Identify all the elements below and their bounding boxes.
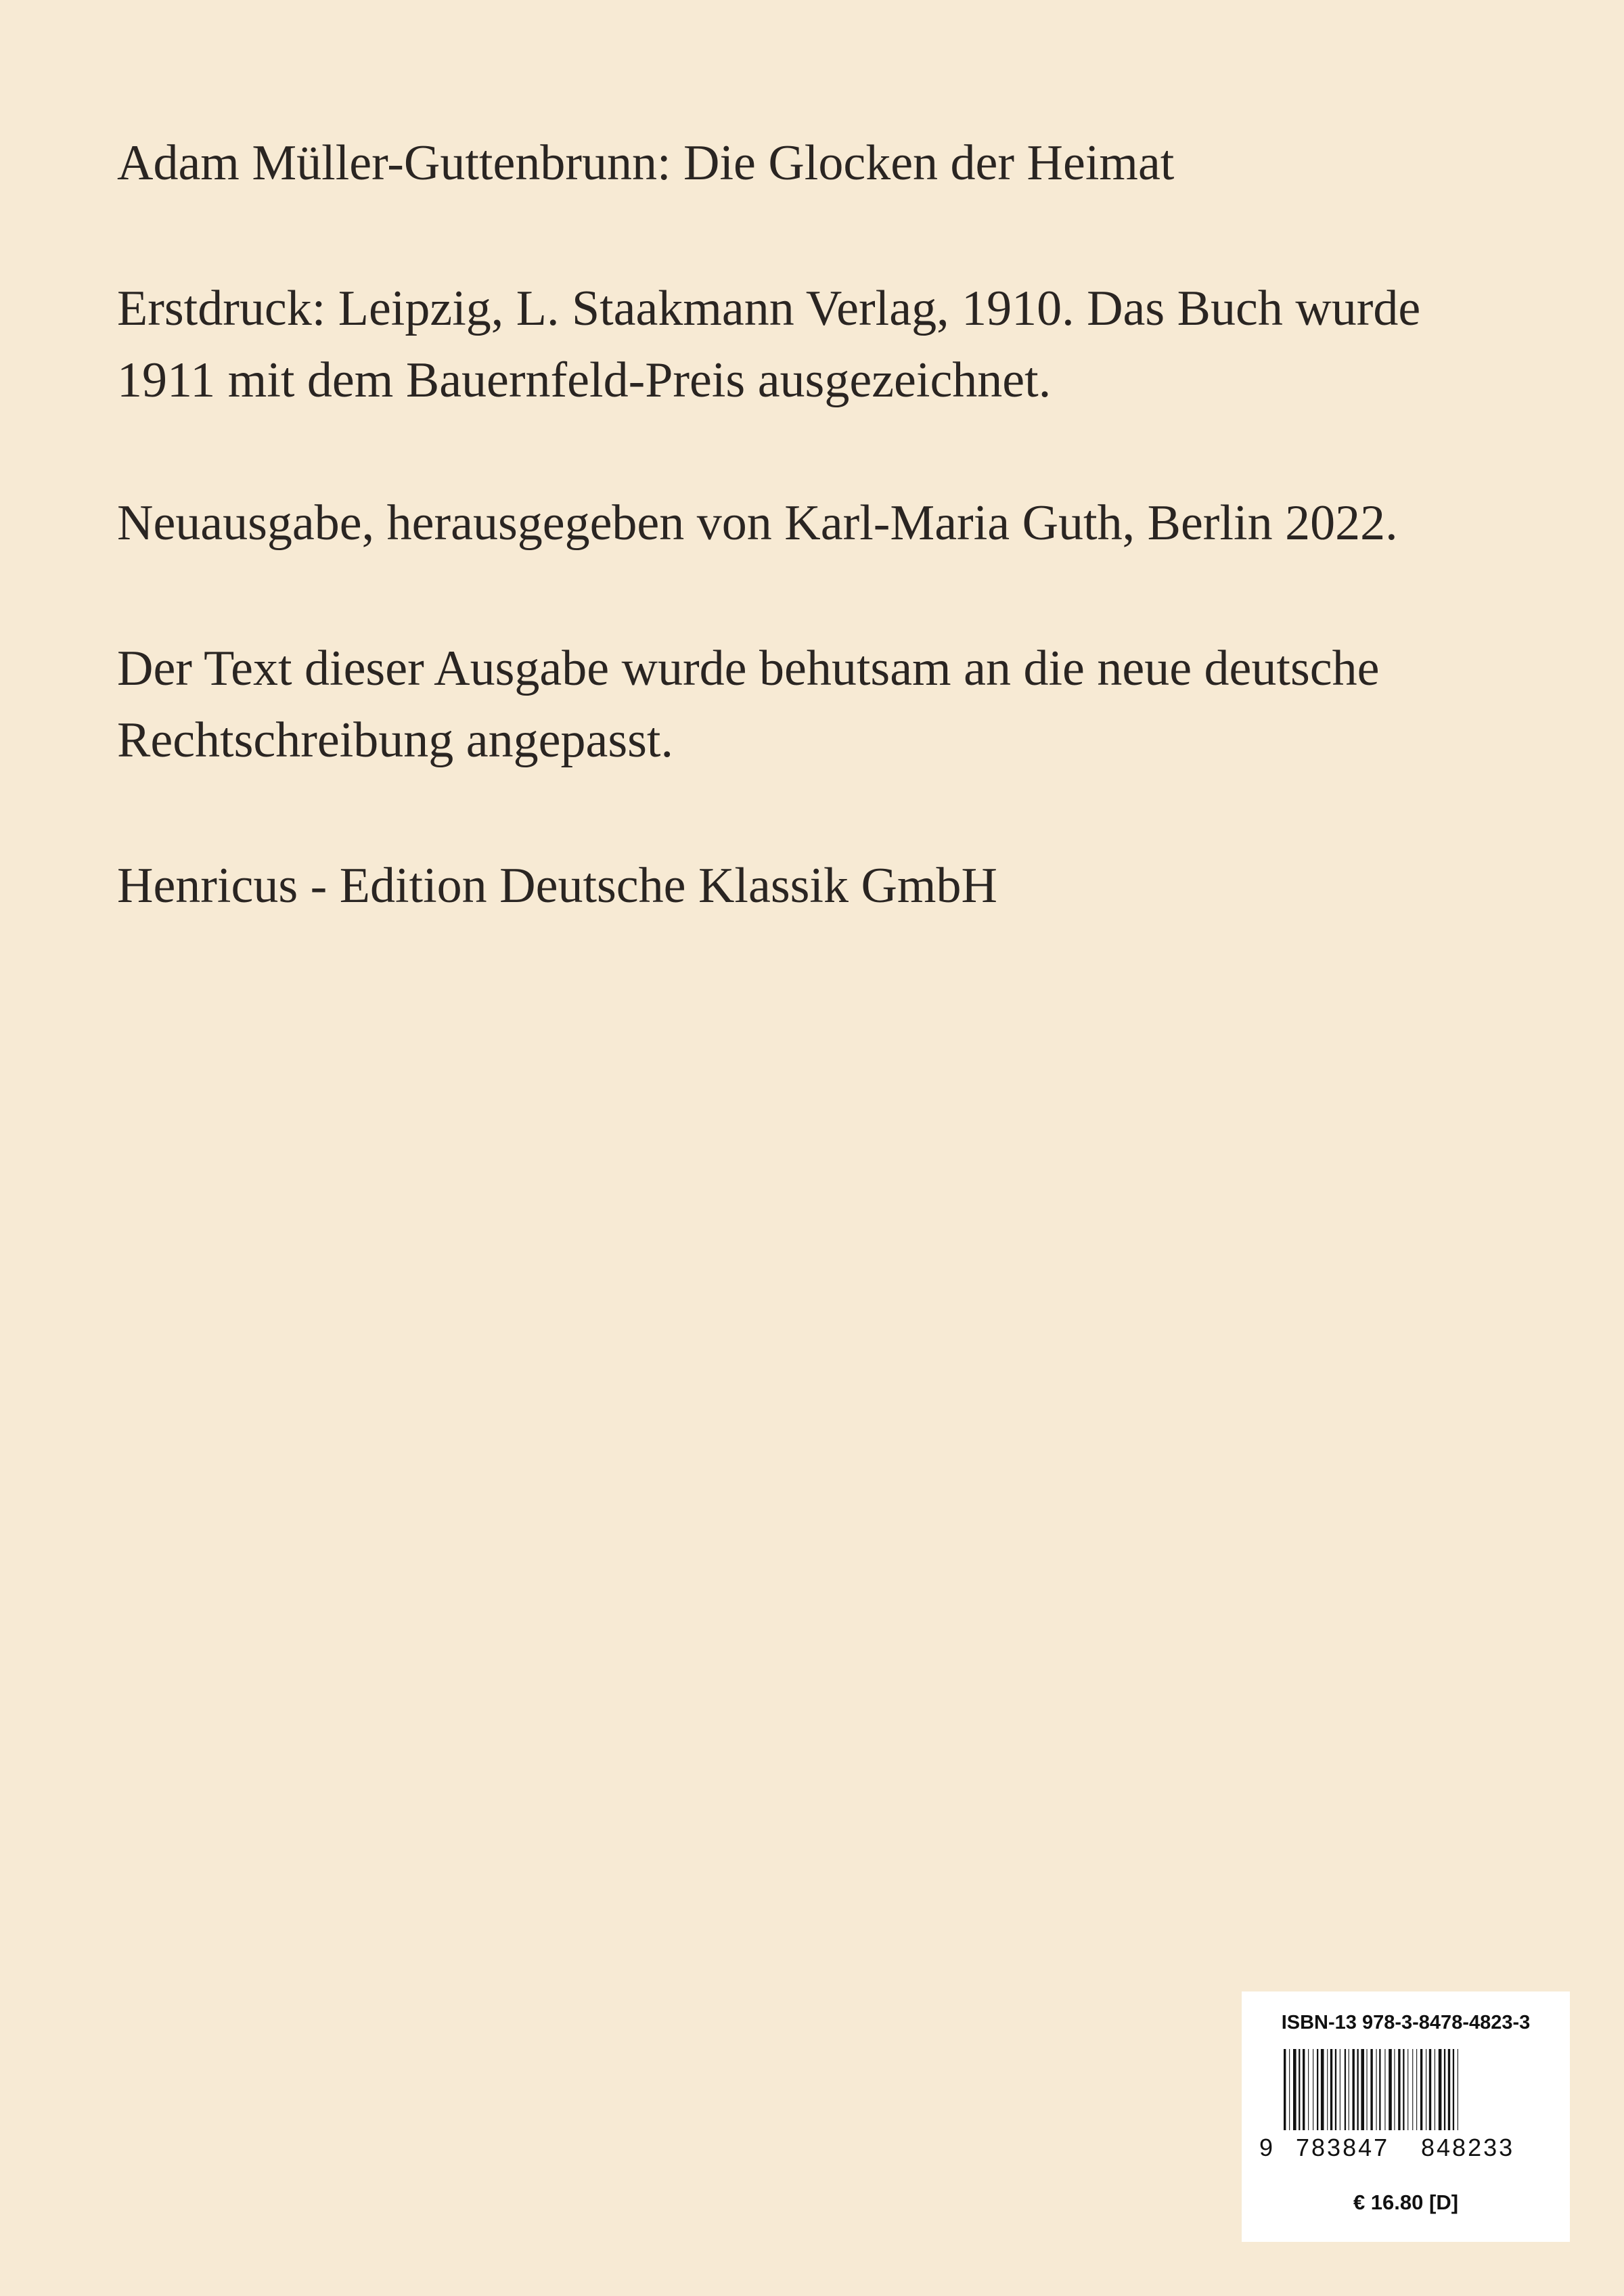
- barcode-bar: [1345, 2049, 1346, 2130]
- barcode-bar: [1439, 2049, 1442, 2130]
- barcode-digit-first: 9: [1259, 2134, 1273, 2161]
- first-print-line-1: Erstdruck: Leipzig, L. Staakmann Verlag, 1910. Das Buch wurde: [117, 281, 1421, 336]
- barcode-bar: [1448, 2049, 1450, 2130]
- barcode-bar: [1407, 2049, 1408, 2130]
- barcode-bar: [1361, 2049, 1364, 2130]
- barcode-bar: [1327, 2049, 1328, 2130]
- new-edition-note: Neuausgabe, herausgegeben von Karl-Maria Guth, Berlin 2022.: [117, 495, 1398, 551]
- barcode-bar: [1416, 2049, 1417, 2130]
- first-print-line-2: 1911 mit dem Bauernfeld-Preis ausgezeichnet.: [117, 353, 1052, 408]
- barcode-bar: [1303, 2049, 1305, 2130]
- barcode-bar: [1453, 2049, 1454, 2130]
- isbn-barcode-label: [1242, 1991, 1570, 2242]
- barcode-bars: [1284, 2049, 1527, 2130]
- barcode-bar: [1444, 2049, 1445, 2130]
- barcode-bar: [1293, 2049, 1296, 2130]
- price-label: € 16.80 [D]: [1353, 2190, 1459, 2214]
- barcode-digits-right: 848233: [1421, 2134, 1515, 2161]
- barcode-bar: [1384, 2049, 1385, 2130]
- barcode-bar: [1299, 2049, 1300, 2130]
- barcode-bar: [1394, 2049, 1395, 2130]
- barcode-bar: [1379, 2049, 1380, 2130]
- publisher-name: Henricus - Edition Deutsche Klassik GmbH: [117, 858, 997, 914]
- barcode-bar: [1308, 2049, 1309, 2130]
- barcode-bar: [1357, 2049, 1359, 2130]
- barcode-digits-left: 783847: [1296, 2134, 1390, 2161]
- barcode-bar: [1376, 2049, 1377, 2130]
- barcode-bar: [1420, 2049, 1422, 2130]
- barcode-bar: [1353, 2049, 1355, 2130]
- orthography-line-1: Der Text dieser Ausgabe wurde behutsam an die neue deutsche: [117, 641, 1380, 696]
- barcode-bar: [1389, 2049, 1392, 2130]
- barcode-bar: [1367, 2049, 1368, 2130]
- barcode-bar: [1370, 2049, 1372, 2130]
- barcode-bar: [1429, 2049, 1431, 2130]
- orthography-note: [117, 633, 1379, 776]
- barcode-bar: [1412, 2049, 1413, 2130]
- isbn-number: ISBN-13 978-3-8478-4823-3: [1281, 2012, 1531, 2033]
- first-print-note: [117, 273, 1420, 416]
- barcode-bar: [1335, 2049, 1336, 2130]
- book-title-line: Adam Müller-Guttenbrunn: Die Glocken der Heimat: [117, 135, 1175, 191]
- orthography-line-2: Rechtschreibung angepasst.: [117, 713, 673, 768]
- barcode-bar: [1330, 2049, 1332, 2130]
- barcode-bar: [1289, 2049, 1290, 2130]
- barcode-bar: [1317, 2049, 1318, 2130]
- barcode-bar: [1321, 2049, 1324, 2130]
- barcode-bar: [1403, 2049, 1404, 2130]
- barcode-bar: [1398, 2049, 1400, 2130]
- barcode-bar: [1284, 2049, 1286, 2130]
